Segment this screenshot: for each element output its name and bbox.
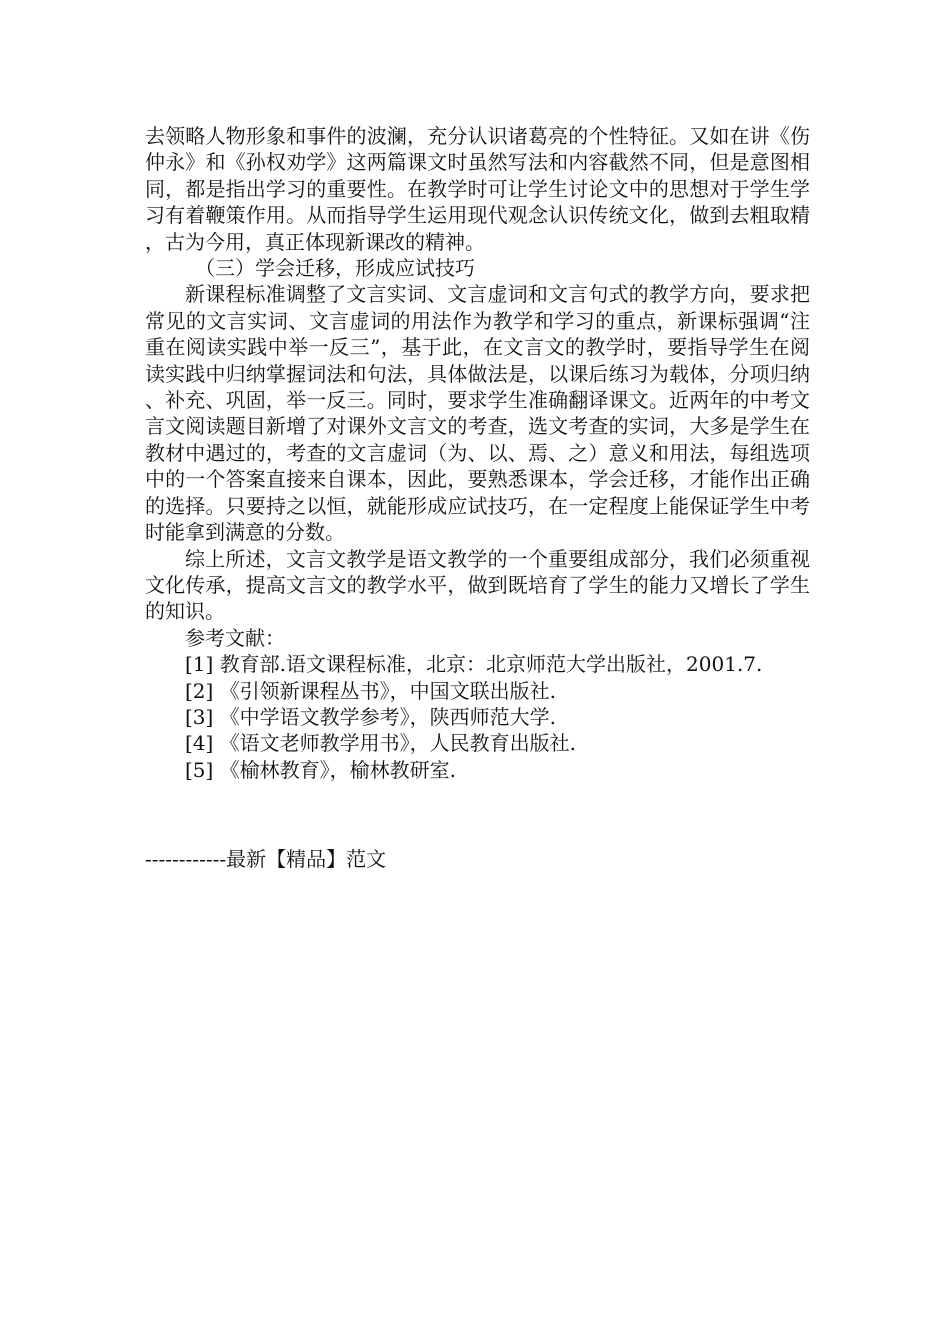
reference-item: [2] 《引领新课程丛书》，中国文联出版社.	[185, 678, 557, 703]
intro-continuation-paragraph: 去领略人物形象和事件的波澜，充分认识诸葛亮的个性特征。又如在讲《伤仲永》和《孙权劝学》这两篇课文时虽然写法和内容截然不同，但是意图相同，都是指出学习的重要性。在教学时可让学生讨论文中的思想对于学生学习有着鞭策作用。从而指导学生运用现代观念认识传统文化，做到去粗取精，古为今用，真正体现新课改的精神。	[145, 124, 810, 254]
conclusion-paragraph: 综上所述，文言文教学是语文教学的一个重要组成部分，我们必须重视文化传承，提高文言文的教学水平，做到既培育了学生的能力又增长了学生的知识。	[145, 546, 810, 624]
references-title: 参考文献：	[185, 625, 285, 650]
reference-item: [5] 《榆林教育》，榆林教研室.	[185, 757, 457, 782]
reference-item: [3] 《中学语文教学参考》，陕西师范大学.	[185, 704, 557, 729]
references-list	[145, 651, 810, 783]
section-heading: （三）学会迁移，形成应试技巧	[195, 256, 475, 281]
section-body-paragraph: 新课程标准调整了文言实词、文言虚词和文言句式的教学方向，要求把常见的文言实词、文言虚词的用法作为教学和学习的重点，新课标强调“注重在阅读实践中举一反三”，基于此，在文言文的教学时，要指导学生在阅读实践中归纳掌握词法和句法，具体做法是，以课后练习为载体，分项归纳、补充、巩固，举一反三。同时，要求学生准确翻译课文。近两年的中考文言文阅读题目新增了对课外文言文的考查，选文考查的实词，大多是学生在教材中遇过的，考查的文言虚词（为、以、焉、之）意义和用法，每组选项中的一个答案直接来自课本，因此，要熟悉课本，学会迁移，才能作出正确的选择。只要持之以恒，就能形成应试技巧，在一定程度上能保证学生中考时能拿到满意的分数。	[145, 282, 810, 545]
reference-item: [4] 《语文老师教学用书》，人民教育出版社.	[185, 731, 577, 756]
reference-item: [1] 教育部.语文课程标准，北京：北京师范大学出版社，2001.7.	[185, 652, 763, 677]
document-body	[145, 123, 810, 783]
footer-tagline: ------------最新【精品】范文	[145, 847, 387, 871]
